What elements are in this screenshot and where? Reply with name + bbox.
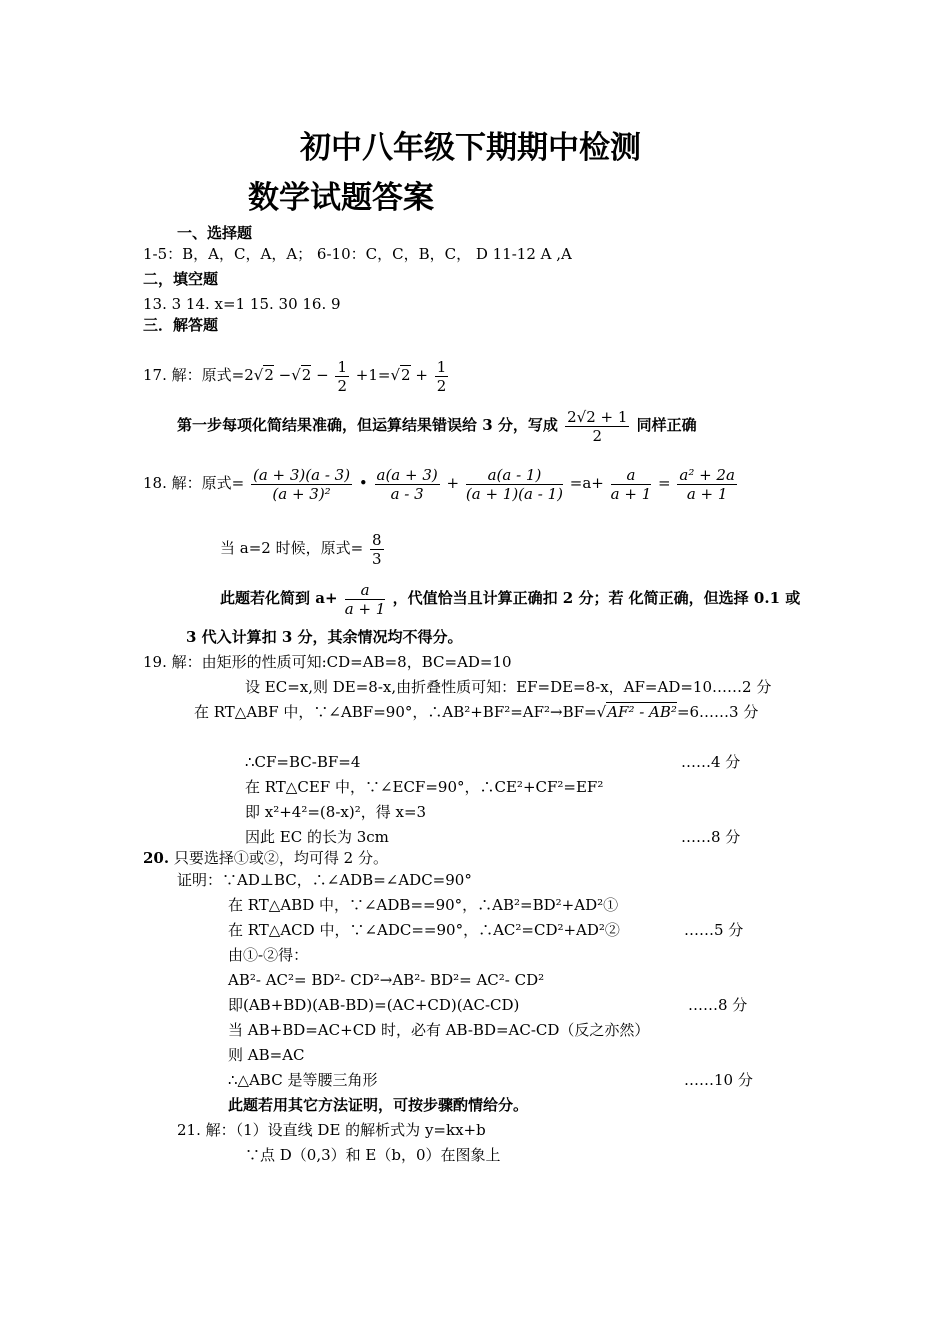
q18-grading-note-1: 此题若化简到 a+ $\frac{a}{a + 1}$ ，代值恰当且计算正确扣 2 分；若 化简正确，但选择 0.1 或 bbox=[220, 580, 801, 618]
doc-title-line1: 初中八年级下期期中检测 bbox=[300, 130, 641, 166]
q19-line-3: 在 RT△ABF 中，∵∠ABF=90°，∴AB²+BF²=AF²→BF=√AF² - AB²=6……3 分 bbox=[194, 703, 759, 721]
q19-line-7: 因此 EC 的长为 3cm bbox=[245, 828, 389, 846]
q19-line-5: 在 RT△CEF 中，∵∠ECF=90°，∴CE²+CF²=EF² bbox=[245, 778, 604, 796]
q20-grading-note: 此题若用其它方法证明，可按步骤酌情给分。 bbox=[228, 1096, 529, 1114]
doc-title-line2: 数学试题答案 bbox=[248, 180, 434, 216]
q20-score-5: ……5 分 bbox=[684, 921, 744, 939]
q20-intro: 20. 只要选择①或②，均可得 2 分。 bbox=[143, 849, 388, 867]
q20-line-4: 由①-②得： bbox=[228, 946, 309, 964]
q20-line-8: 则 AB=AC bbox=[228, 1046, 305, 1064]
q20-line-9: ∴△ABC 是等腰三角形 bbox=[228, 1071, 378, 1089]
q20-line-2: 在 RT△ABD 中，∵∠ADB==90°，∴AB²=BD²+AD²① bbox=[228, 896, 619, 914]
q21-line-2: ∵点 D（0,3）和 E（b，0）在图象上 bbox=[245, 1146, 501, 1164]
q20-line-5: AB²- AC²= BD²- CD²→AB²- BD²= AC²- CD² bbox=[228, 971, 545, 989]
q20-score-8: ……8 分 bbox=[688, 996, 748, 1014]
q19-score-8: ……8 分 bbox=[681, 828, 741, 846]
q19-score-4: ……4 分 bbox=[681, 753, 741, 771]
q20-line-6: 即(AB+BD)(AB-BD)=(AC+CD)(AC-CD) bbox=[228, 996, 520, 1014]
q19-line-1: 19. 解：由矩形的性质可知:CD=AB=8，BC=AD=10 bbox=[143, 653, 512, 671]
q20-line-3: 在 RT△ACD 中，∵∠ADC==90°，∴AC²=CD²+AD²② bbox=[228, 921, 620, 939]
q19-line-2: 设 EC=x,则 DE=8-x,由折叠性质可知：EF=DE=8-x，AF=AD=10……2 分 bbox=[245, 678, 772, 696]
q18-grading-note-2: 3 代入计算扣 3 分，其余情况均不得分。 bbox=[186, 628, 463, 646]
q17-grading-note: 第一步每项化简结果准确，但运算结果错误给 3 分，写成 $\frac{2√2 + 1}{2}$ 同样正确 bbox=[177, 407, 697, 445]
section-fill-heading: 二，填空题 bbox=[143, 270, 219, 288]
q20-score-10: ……10 分 bbox=[684, 1071, 753, 1089]
section-choice-heading: 一、选择题 bbox=[177, 224, 253, 242]
q21-line-1: 21. 解：（1）设直线 DE 的解析式为 y=kx+b bbox=[177, 1121, 486, 1139]
q18-evaluation: 当 a=2 时候，原式= $\frac{8}{3}$ bbox=[220, 530, 382, 568]
q18-expression: 18. 解：原式= $\frac{(a + 3)(a - 3)}{\text{(a + 3)²}}$ • $\frac{a(a + 3)}{a - 3}$ + $\frac{a(a - 1)}{(a + 1)(a - 1)}$ =a+ $\frac{a}{a + 1}$ = $\frac{\text{a² + 2a}}{a + 1}$ bbox=[143, 465, 735, 503]
fill-answers: 13. 3 14. x=1 15. 30 16. 9 bbox=[143, 295, 341, 313]
q20-line-1: 证明：∵AD⊥BC，∴∠ADB=∠ADC=90° bbox=[177, 871, 472, 889]
q17-expression: 17. 解：原式=2√2 −√2 − $\frac{1}{2}$ +1=√2 + $\frac{1}{2}$ bbox=[143, 357, 447, 395]
section-solve-heading: 三．解答题 bbox=[143, 316, 219, 334]
choice-answers: 1-5：B，A，C，A，A； 6-10：C，C，B，C， D 11-12 A ,A bbox=[143, 245, 572, 263]
q19-line-6: 即 x²+4²=(8-x)²，得 x=3 bbox=[245, 803, 427, 821]
q19-line-4: ∴CF=BC-BF=4 bbox=[245, 753, 361, 771]
q20-line-7: 当 AB+BD=AC+CD 时，必有 AB-BD=AC-CD（反之亦然） bbox=[228, 1021, 650, 1039]
